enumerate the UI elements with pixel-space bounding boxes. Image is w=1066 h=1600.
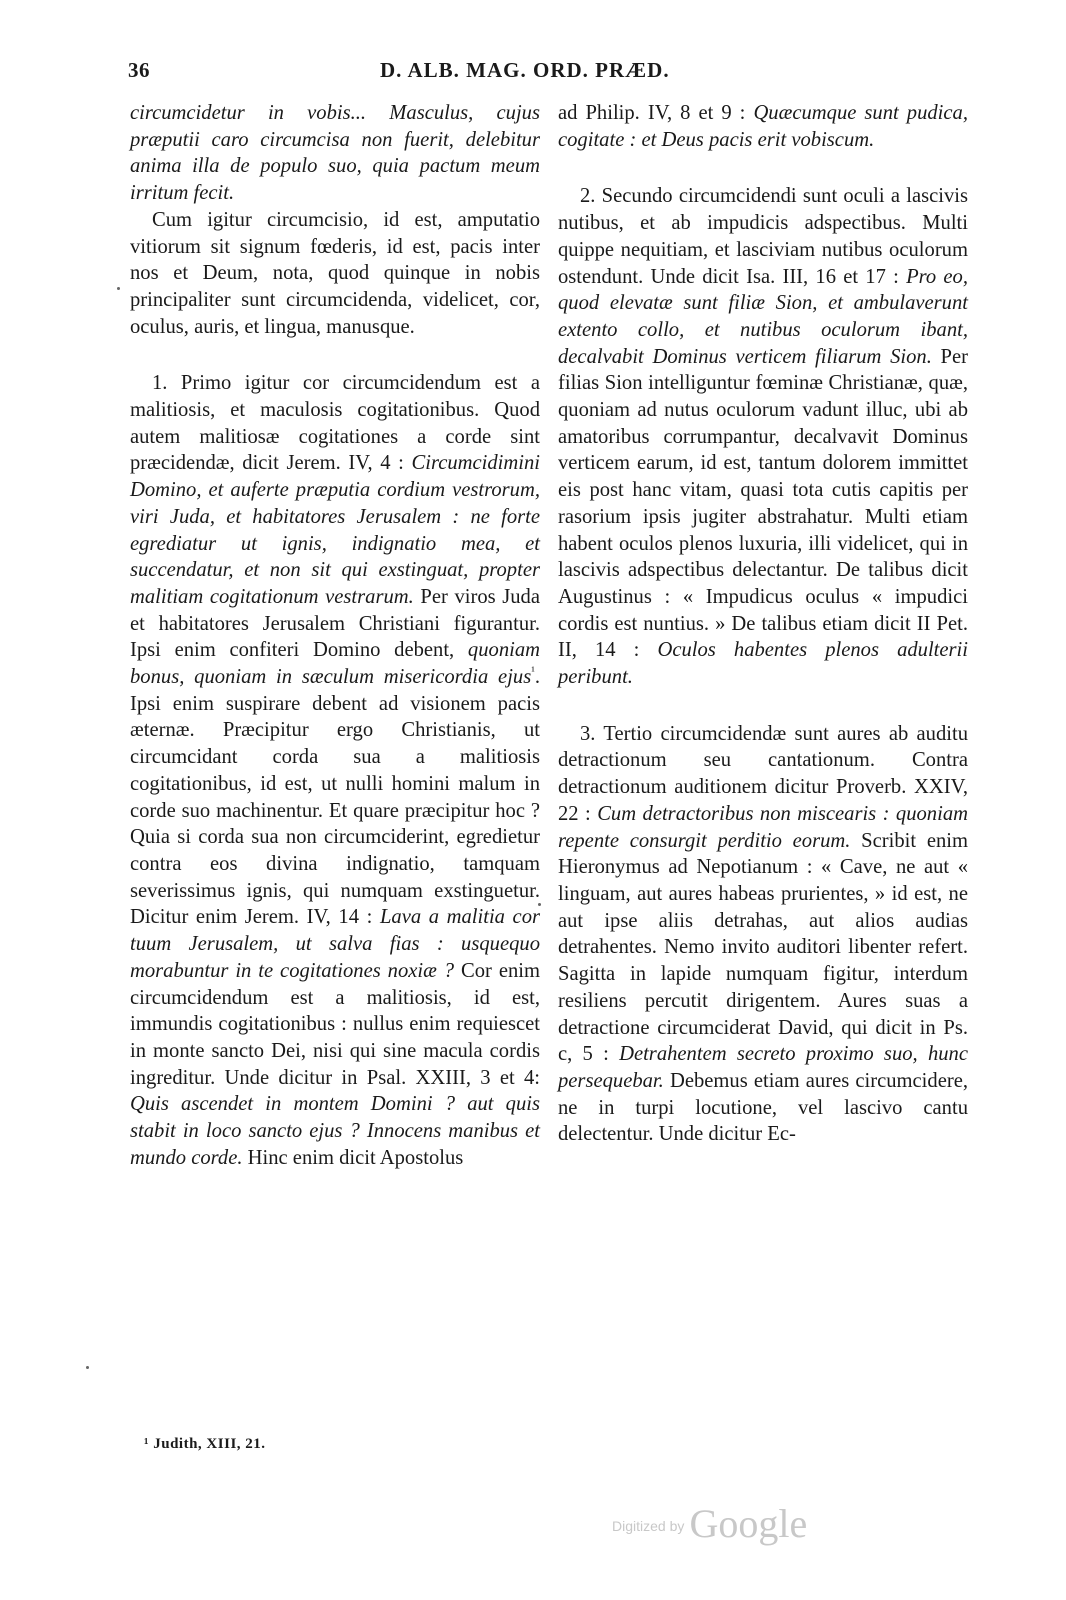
footnote: ¹ Judith, XIII, 21. bbox=[144, 1436, 266, 1452]
paragraph bbox=[558, 100, 968, 153]
italic-text: Pro eo, quod elevatæ sunt filiæ Sion, et ambulaverunt extento collo, et nutibus oculorum ibant, decalvabit Dominus verticem filiarum Sion. bbox=[558, 265, 968, 368]
italic-text: Quæcumque sunt pudica, cogitate : et Deus pacis erit vobiscum. bbox=[558, 102, 968, 151]
paragraph bbox=[558, 721, 968, 1148]
text-run: Scribit enim Hieronymus ad Nepotianum : « Cave, ne aut « linguam, aut aures habeas prurientes, » id est, ne aut ipse aliis detrahas, aut alios audias detrahentes. Nemo invito auditori libenter refert. Sagitta in lapide numquam figitur, interdum resiliens percutit dirigentem. Aures suas a detractione circumciderat David, qui dicit in Ps. c, 5 : bbox=[558, 829, 968, 1066]
text-run: Per filias Sion intelliguntur fœminæ Christianæ, quæ, quoniam ad nutus oculorum vadunt illuc, ubi ab amatoribus corrumpantur, decalvavit Dominus verticem earum, id est, tantum dolorem immittet eis post hanc vitam, quasi tota cutis capitis per rasorium ipsis jugiter abstrahatur. Multi etiam habent oculos plenos luxuria, illi videlicet, qui in lascivis adspectibus delectantur. De talibus dicit Augustinus : « Impudicus oculus « impudici cordis est nuntius. » De talibus etiam dicit II Pet. II, 14 : bbox=[558, 345, 968, 662]
italic-text: Circumcidimini Domino, et auferte præputia cordium vestrorum, viri Juda, et habitatores Jerusalem : ne forte egrediatur ut ignis, indignatio mea, et succendatur, et non sit qui exstinguat, propter malitiam cogitationum vestrarum. bbox=[130, 452, 540, 608]
paragraph bbox=[130, 370, 540, 1171]
footnote-marker: ¹ bbox=[531, 664, 535, 679]
italic-text: quoniam bonus, quoniam in sæculum misericordia ejus bbox=[130, 639, 540, 689]
italic-text: Oculos habentes plenos adulterii peribunt. bbox=[558, 639, 968, 689]
text-run: Hinc enim dicit Apostolus bbox=[242, 1146, 464, 1169]
text-run: ad Philip. IV, 8 et 9 : bbox=[558, 102, 754, 124]
digitized-watermark bbox=[612, 1500, 807, 1547]
italic-text: Quis ascendet in montem Domini ? aut quis stabit in loco sancto ejus ? Innocens manibus et mundo corde. bbox=[130, 1093, 540, 1169]
watermark-prefix: Digitized by bbox=[612, 1518, 685, 1534]
margin-mark bbox=[538, 903, 541, 906]
italic-text: Lava a malitia cor tuum Jerusalem, ut salva fias : usquequo morabuntur in te cogitationes noxiæ ? bbox=[130, 906, 541, 982]
text-run: Debemus etiam aures circumcidere, ne in turpi locutione, vel lascivo cantu delectentur. Unde dicitur Ec- bbox=[558, 1069, 968, 1146]
paragraph bbox=[130, 100, 540, 207]
page-number: 36 bbox=[128, 58, 150, 82]
paragraph bbox=[130, 207, 540, 341]
paragraph bbox=[558, 183, 968, 690]
margin-mark bbox=[86, 1366, 89, 1369]
left-column bbox=[130, 100, 540, 1171]
text-run: . Ipsi enim suspirare debent ad visionem pacis æternæ. Præcipitur ergo Christianis, ut circumcidant corda sua a malitiosis cogitationibus, id est, ut nulli homini malum in corde suo machinentur. Et quare præcipitur hoc ? Quia si corda sua non circumciderint, egredietur contra eos divina indignatio, tamquam severissimus ignis, qui numquam exstinguetur. Dicitur enim Jerem. IV, 14 : bbox=[130, 666, 540, 929]
italic-text: Cum detractoribus non miscearis : quoniam repente consurgit perditio eorum. bbox=[558, 802, 968, 852]
text-run: Per viros Juda et habitatores Jerusalem Christiani figurantur. Ipsi enim confiteri Domino debent, bbox=[130, 585, 540, 662]
margin-mark bbox=[117, 287, 120, 290]
text-run: Cor enim circumcidendum est a malitiosis, id est, immundis cogitationibus : nullus enim requiescet in monte sancto Dei, nisi qui sine macula cordis ingreditur. Unde dicitur in Psal. XXIII, 3 et 4: bbox=[130, 959, 540, 1089]
text-run: 1. Primo igitur cor circumcidendum est a malitiosis, et maculosis cogitationibus. Quod autem malitiosæ cogitationes a corde sint præcidendæ, dicit Jerem. IV, 4 : bbox=[130, 372, 540, 475]
text-run: 3. Tertio circumcidendæ sunt aures ab auditu detractionum seu cantationum. Contra detractionum auditionem dicitur Proverb. XXIV, 22 : bbox=[558, 722, 968, 825]
google-logo: Google bbox=[689, 1501, 808, 1546]
text-run: Cum igitur circumcisio, id est, amputatio vitiorum sit signum fœderis, id est, pacis inter nos et Deum, nota, quod quinque in nobis principaliter sunt circumcidenda, videlicet, cor, oculus, auris, et lingua, manusque. bbox=[130, 208, 540, 338]
italic-text: circumcidetur in vobis... Masculus, cujus præputii caro circumcisa non fuerit, delebitur anima illa de populo suo, quia pactum meum irritum fecit. bbox=[130, 102, 540, 205]
running-head: D. ALB. MAG. ORD. PRÆD. bbox=[380, 58, 670, 82]
italic-text: Detrahentem secreto proximo suo, hunc persequebar. bbox=[558, 1043, 968, 1092]
text-run: 2. Secundo circumcidendi sunt oculi a lascivis nutibus, et ab impudicis adspectibus. Multi quippe nequitiam, et lasciviam nutibus oculorum ostendunt. Unde dicit Isa. III, 16 et 17 : bbox=[558, 185, 968, 288]
right-column bbox=[558, 100, 968, 1148]
